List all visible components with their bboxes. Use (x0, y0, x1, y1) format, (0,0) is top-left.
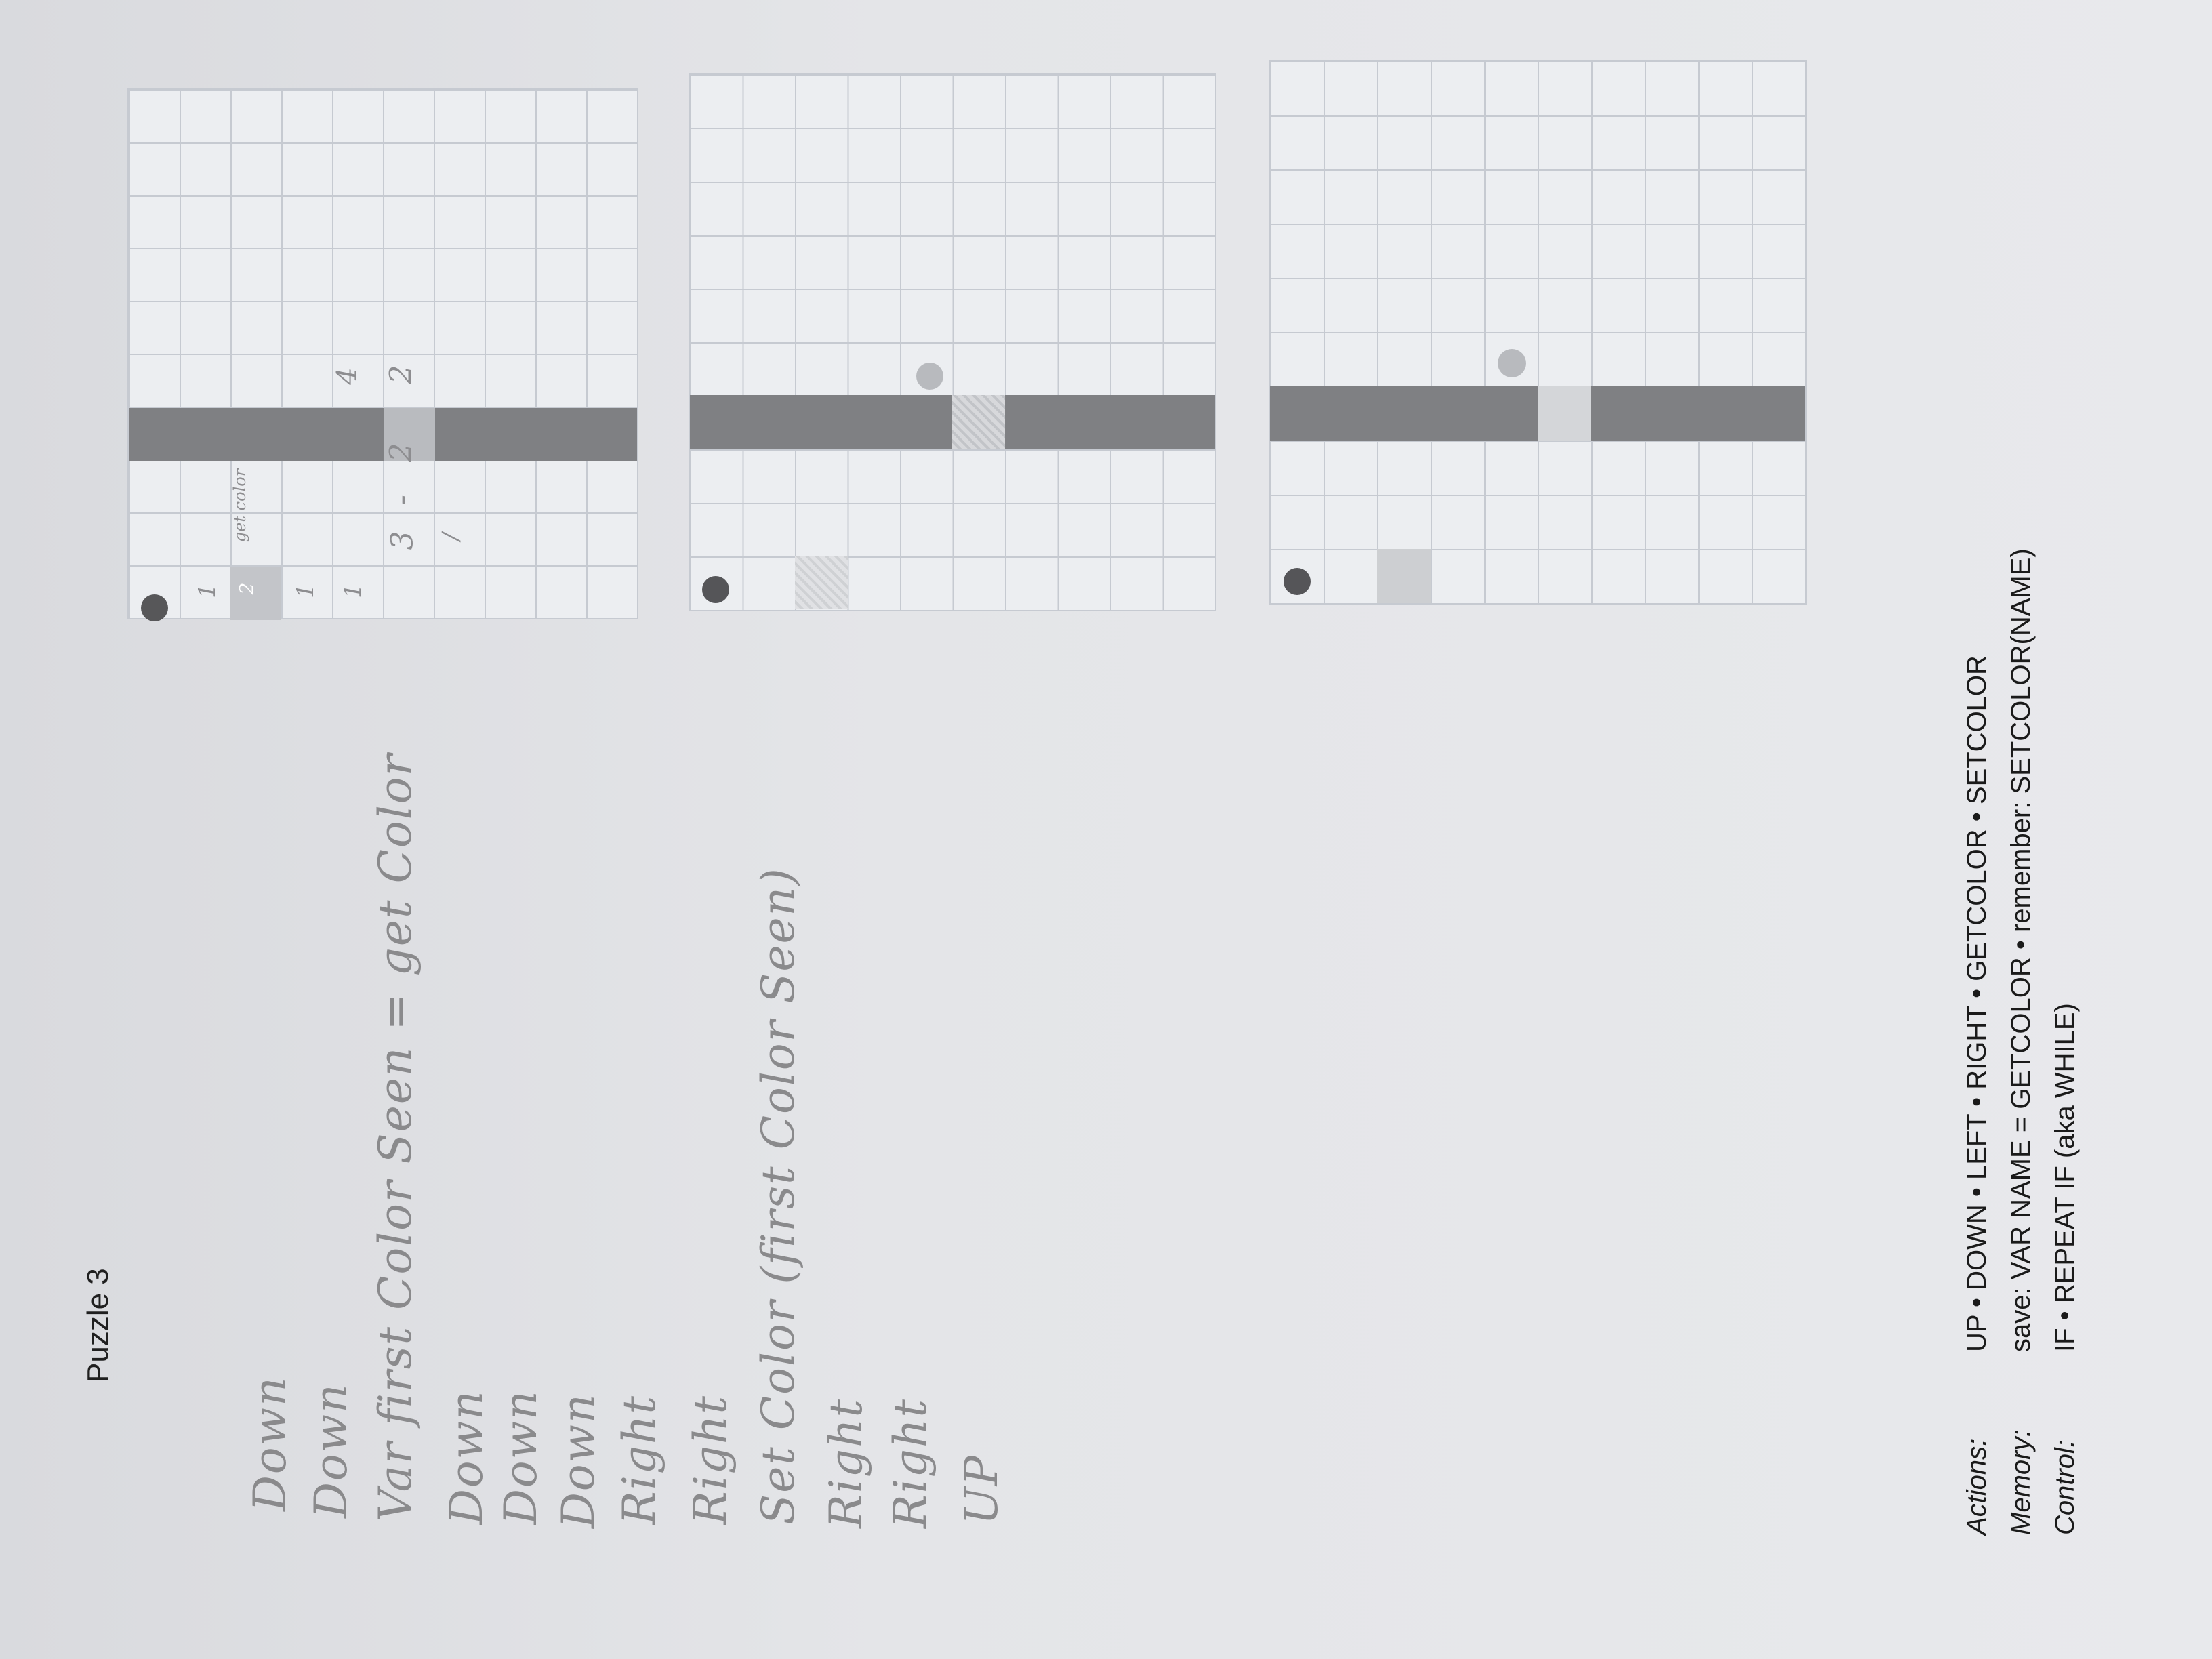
note-tick: 1 (339, 583, 367, 598)
target-dot (1498, 349, 1526, 377)
note-tick: 1 (291, 583, 319, 598)
program-line: Var first Color Seen = get Color (369, 752, 422, 1521)
program-line: Right (684, 1394, 737, 1525)
legend-control-value: IF • REPEAT IF (aka WHILE) (2050, 1003, 2080, 1352)
legend-memory (2006, 548, 2036, 1535)
page-title: Puzzle 3 (81, 1268, 115, 1382)
note-get-color: get color (230, 468, 250, 543)
hatched-cell (952, 395, 1005, 449)
legend-memory-label: Memory: (2006, 1429, 2036, 1535)
legend-actions (1962, 655, 1992, 1535)
start-dot (141, 594, 168, 621)
target-dot (916, 363, 943, 390)
program-line: Right (613, 1394, 665, 1525)
puzzle-grid-2 (689, 73, 1216, 611)
program-line: Down (441, 1389, 493, 1525)
legend-control-label: Control: (2050, 1439, 2080, 1535)
highlight-cell (1377, 549, 1431, 603)
note-tick: / (437, 533, 465, 541)
puzzle-grid-1 (127, 88, 638, 619)
note-number: 2 (235, 582, 258, 595)
start-dot (1284, 568, 1311, 595)
legend-memory-value: save: VAR NAME = GETCOLOR • remember: SETCOLOR(NAME) (2006, 548, 2036, 1352)
start-dot (702, 576, 729, 603)
note-number: 2 (384, 443, 419, 462)
program-line: UP (956, 1454, 1008, 1525)
program-line: Right (884, 1397, 937, 1528)
program-line: Down (244, 1376, 296, 1511)
program-line: Set Color (first Color Seen) (752, 867, 804, 1525)
program-line: Down (305, 1382, 357, 1518)
dark-bar (129, 408, 637, 461)
note-number: 3 (385, 531, 420, 550)
hatched-cell (795, 556, 848, 609)
highlight-cell (1538, 386, 1591, 441)
note-dash: - (384, 495, 419, 505)
legend-control (2050, 1003, 2081, 1535)
program-line: Down (552, 1393, 605, 1528)
legend-actions-label: Actions: (1962, 1438, 1992, 1535)
legend-actions-value: UP • DOWN • LEFT • RIGHT • GETCOLOR • SETCOLOR (1962, 655, 1992, 1352)
note-number: 2 (384, 365, 419, 384)
note-tick: 1 (193, 583, 221, 598)
program-line: Right (820, 1397, 872, 1528)
note-number: 4 (331, 367, 363, 385)
puzzle-grid-3 (1269, 60, 1807, 605)
program-line: Down (495, 1389, 547, 1525)
